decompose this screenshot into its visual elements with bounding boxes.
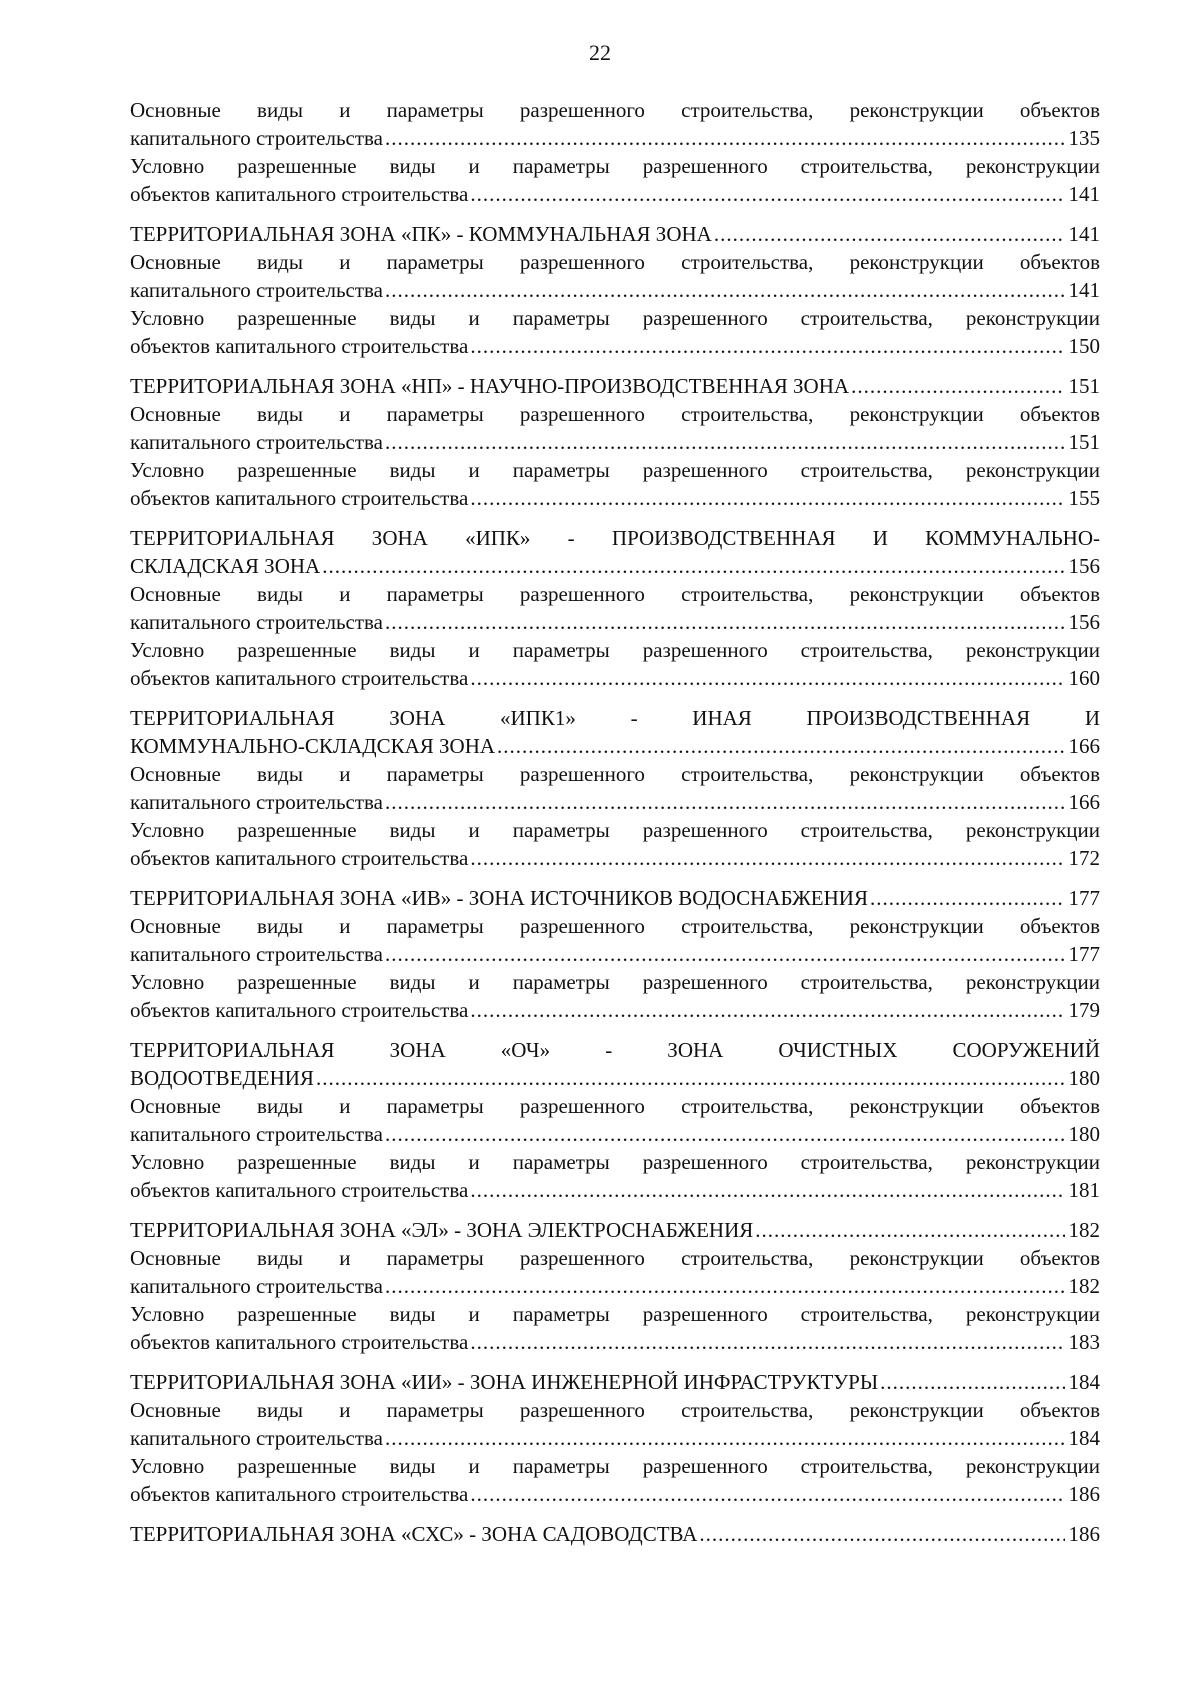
toc-entry-final-line [130, 664, 1100, 692]
toc-entry-title: капитального строительства [130, 278, 383, 302]
toc-page-number: 155 [1068, 486, 1100, 510]
toc-entry-title: ТЕРРИТОРИАЛЬНАЯ ЗОНА «НП» - НАУЧНО-ПРОИЗВОДСТВЕННАЯ ЗОНА [130, 374, 850, 398]
toc-section-heading[interactable] [130, 524, 1100, 580]
toc-entry-line: Условно разрешенные виды и параметры разрешенного строительства, реконструкции [130, 1150, 1100, 1174]
toc-section-heading[interactable] [130, 1036, 1100, 1092]
dot-leader [470, 180, 1064, 208]
toc-entry-final-line [130, 180, 1100, 208]
toc-entry-title: объектов капитального строительства [130, 334, 469, 358]
toc-page-number: 182 [1068, 1274, 1100, 1298]
toc-entry-final-line [130, 332, 1100, 360]
toc-page-number: 166 [1068, 790, 1100, 814]
toc-subsection-entry[interactable] [130, 456, 1100, 512]
toc-entry-line: Основные виды и параметры разрешенного строительства, реконструкции объектов [130, 582, 1100, 606]
toc-entry-title: капитального строительства [130, 790, 383, 814]
toc-page-number: 156 [1068, 610, 1100, 634]
toc-entry-final-line [130, 1480, 1100, 1508]
toc-page-number: 151 [1068, 374, 1100, 398]
toc-entry-final-line [130, 220, 1100, 248]
toc-page-number: 180 [1068, 1066, 1100, 1090]
toc-subsection-entry[interactable] [130, 1148, 1100, 1204]
toc-entry-title: объектов капитального строительства [130, 1482, 469, 1506]
dot-leader [385, 1120, 1065, 1148]
toc-page-number: 151 [1068, 430, 1100, 454]
toc-entry-final-line [130, 1120, 1100, 1148]
toc-entry-title: капитального строительства [130, 126, 383, 150]
toc-entry-final-line [130, 996, 1100, 1024]
toc-entry-line: Условно разрешенные виды и параметры разрешенного строительства, реконструкции [130, 818, 1100, 842]
toc-section-heading[interactable] [130, 1216, 1100, 1244]
dot-leader [385, 788, 1065, 816]
toc-entry-title: капитального строительства [130, 942, 383, 966]
dot-leader [851, 372, 1064, 400]
toc-entry-final-line [130, 844, 1100, 872]
toc-entry-title: СКЛАДСКАЯ ЗОНА [130, 554, 321, 578]
toc-section-heading[interactable] [130, 704, 1100, 760]
toc-subsection-entry[interactable] [130, 912, 1100, 968]
toc-section-heading[interactable] [130, 220, 1100, 248]
toc-entry-final-line [130, 788, 1100, 816]
toc-entry-final-line [130, 1520, 1100, 1548]
toc-section-heading[interactable] [130, 1520, 1100, 1548]
toc-entry-final-line [130, 124, 1100, 152]
toc-page-number: 177 [1068, 886, 1100, 910]
dot-leader [316, 1064, 1065, 1092]
toc-entry-line: ТЕРРИТОРИАЛЬНАЯ ЗОНА «ИПК1» - ИНАЯ ПРОИЗВОДСТВЕННАЯ И [130, 706, 1100, 730]
toc-entry-title: КОММУНАЛЬНО-СКЛАДСКАЯ ЗОНА [130, 734, 496, 758]
toc-entry-title: капитального строительства [130, 610, 383, 634]
toc-entry-line: Условно разрешенные виды и параметры разрешенного строительства, реконструкции [130, 306, 1100, 330]
toc-page-number: 160 [1068, 666, 1100, 690]
toc-page-number: 166 [1068, 734, 1100, 758]
dot-leader [470, 332, 1064, 360]
dot-leader [385, 124, 1065, 152]
dot-leader [385, 940, 1065, 968]
toc-page-number: 182 [1068, 1218, 1100, 1242]
toc-entry-title: ТЕРРИТОРИАЛЬНАЯ ЗОНА «ИИ» - ЗОНА ИНЖЕНЕРНОЙ ИНФРАСТРУКТУРЫ [130, 1370, 879, 1394]
dot-leader [714, 220, 1065, 248]
toc-entry-title: объектов капитального строительства [130, 1330, 469, 1354]
toc-entry-final-line [130, 732, 1100, 760]
toc-subsection-entry[interactable] [130, 96, 1100, 152]
toc-entry-line: Условно разрешенные виды и параметры разрешенного строительства, реконструкции [130, 638, 1100, 662]
toc-page-number: 141 [1068, 182, 1100, 206]
toc-entry-title: объектов капитального строительства [130, 1178, 469, 1202]
dot-leader [497, 732, 1064, 760]
toc-section-heading[interactable] [130, 372, 1100, 400]
toc-entry-final-line [130, 372, 1100, 400]
toc-page-number: 135 [1068, 126, 1100, 150]
toc-page-number: 141 [1068, 222, 1100, 246]
toc-subsection-entry[interactable] [130, 968, 1100, 1024]
toc-entry-title: капитального строительства [130, 1274, 383, 1298]
toc-entry-title: ТЕРРИТОРИАЛЬНАЯ ЗОНА «ИВ» - ЗОНА ИСТОЧНИКОВ ВОДОСНАБЖЕНИЯ [130, 886, 868, 910]
toc-subsection-entry[interactable] [130, 152, 1100, 208]
toc-page-number: 156 [1068, 554, 1100, 578]
toc-page-number: 180 [1068, 1122, 1100, 1146]
toc-entry-line: Условно разрешенные виды и параметры разрешенного строительства, реконструкции [130, 458, 1100, 482]
dot-leader [470, 1176, 1064, 1204]
toc-page-number: 141 [1068, 278, 1100, 302]
toc-entry-final-line [130, 552, 1100, 580]
table-of-contents [130, 96, 1100, 1548]
toc-section-heading[interactable] [130, 1368, 1100, 1396]
toc-entry-title: капитального строительства [130, 1426, 383, 1450]
toc-page-number: 184 [1068, 1370, 1100, 1394]
toc-entry-title: объектов капитального строительства [130, 998, 469, 1022]
toc-entry-final-line [130, 1424, 1100, 1452]
dot-leader [385, 1272, 1065, 1300]
toc-entry-line: Основные виды и параметры разрешенного строительства, реконструкции объектов [130, 1398, 1100, 1422]
toc-subsection-entry[interactable] [130, 1244, 1100, 1300]
toc-page-number: 186 [1068, 1482, 1100, 1506]
dot-leader [385, 608, 1065, 636]
toc-entry-final-line [130, 1368, 1100, 1396]
toc-page-number: 150 [1068, 334, 1100, 358]
toc-entry-final-line [130, 428, 1100, 456]
dot-leader [470, 996, 1064, 1024]
toc-entry-final-line [130, 884, 1100, 912]
toc-entry-final-line [130, 1064, 1100, 1092]
dot-leader [322, 552, 1064, 580]
dot-leader [470, 484, 1064, 512]
toc-entry-line: Основные виды и параметры разрешенного строительства, реконструкции объектов [130, 402, 1100, 426]
toc-page-number: 172 [1068, 846, 1100, 870]
toc-entry-line: ТЕРРИТОРИАЛЬНАЯ ЗОНА «ИПК» - ПРОИЗВОДСТВЕННАЯ И КОММУНАЛЬНО- [130, 526, 1100, 550]
toc-entry-final-line [130, 1272, 1100, 1300]
dot-leader [385, 428, 1065, 456]
toc-entry-line: Условно разрешенные виды и параметры разрешенного строительства, реконструкции [130, 1302, 1100, 1326]
dot-leader [470, 1480, 1064, 1508]
dot-leader [755, 1216, 1064, 1244]
toc-section-heading[interactable] [130, 884, 1100, 912]
dot-leader [880, 1368, 1064, 1396]
toc-entry-title: ТЕРРИТОРИАЛЬНАЯ ЗОНА «ЭЛ» - ЗОНА ЭЛЕКТРОСНАБЖЕНИЯ [130, 1218, 754, 1242]
toc-entry-title: ТЕРРИТОРИАЛЬНАЯ ЗОНА «ПК» - КОММУНАЛЬНАЯ ЗОНА [130, 222, 712, 246]
toc-entry-line: Основные виды и параметры разрешенного строительства, реконструкции объектов [130, 250, 1100, 274]
toc-entry-title: объектов капитального строительства [130, 486, 469, 510]
toc-entry-final-line [130, 940, 1100, 968]
dot-leader [699, 1520, 1064, 1548]
dot-leader [385, 276, 1065, 304]
toc-entry-title: объектов капитального строительства [130, 666, 469, 690]
dot-leader [470, 1328, 1064, 1356]
toc-entry-line: ТЕРРИТОРИАЛЬНАЯ ЗОНА «ОЧ» - ЗОНА ОЧИСТНЫХ СООРУЖЕНИЙ [130, 1038, 1100, 1062]
toc-entry-title: капитального строительства [130, 1122, 383, 1146]
toc-subsection-entry[interactable] [130, 1092, 1100, 1148]
toc-entry-line: Основные виды и параметры разрешенного строительства, реконструкции объектов [130, 1094, 1100, 1118]
toc-entry-line: Основные виды и параметры разрешенного строительства, реконструкции объектов [130, 1246, 1100, 1270]
toc-subsection-entry[interactable] [130, 1396, 1100, 1452]
toc-subsection-entry[interactable] [130, 580, 1100, 636]
toc-entry-title: капитального строительства [130, 430, 383, 454]
toc-page-number: 179 [1068, 998, 1100, 1022]
toc-page-number: 183 [1068, 1330, 1100, 1354]
toc-page-number: 177 [1068, 942, 1100, 966]
toc-entry-final-line [130, 608, 1100, 636]
toc-entry-line: Условно разрешенные виды и параметры разрешенного строительства, реконструкции [130, 154, 1100, 178]
toc-entry-title: объектов капитального строительства [130, 182, 469, 206]
toc-entry-final-line [130, 1328, 1100, 1356]
toc-page-number: 184 [1068, 1426, 1100, 1450]
toc-subsection-entry[interactable] [130, 304, 1100, 360]
toc-entry-line: Условно разрешенные виды и параметры разрешенного строительства, реконструкции [130, 970, 1100, 994]
toc-subsection-entry[interactable] [130, 636, 1100, 692]
toc-entry-final-line [130, 1216, 1100, 1244]
toc-entry-final-line [130, 484, 1100, 512]
dot-leader [870, 884, 1065, 912]
toc-entry-line: Основные виды и параметры разрешенного строительства, реконструкции объектов [130, 98, 1100, 122]
toc-subsection-entry[interactable] [130, 400, 1100, 456]
page-number: 22 [589, 40, 611, 65]
toc-entry-line: Основные виды и параметры разрешенного строительства, реконструкции объектов [130, 914, 1100, 938]
toc-subsection-entry[interactable] [130, 1452, 1100, 1508]
toc-page-number: 181 [1068, 1178, 1100, 1202]
toc-subsection-entry[interactable] [130, 248, 1100, 304]
toc-entry-title: ТЕРРИТОРИАЛЬНАЯ ЗОНА «СХС» - ЗОНА САДОВОДСТВА [130, 1522, 698, 1546]
toc-entry-title: объектов капитального строительства [130, 846, 469, 870]
toc-entry-final-line [130, 276, 1100, 304]
dot-leader [470, 664, 1064, 692]
toc-entry-line: Условно разрешенные виды и параметры разрешенного строительства, реконструкции [130, 1454, 1100, 1478]
toc-page-number: 186 [1068, 1522, 1100, 1546]
toc-subsection-entry[interactable] [130, 1300, 1100, 1356]
toc-entry-final-line [130, 1176, 1100, 1204]
toc-subsection-entry[interactable] [130, 760, 1100, 816]
dot-leader [385, 1424, 1065, 1452]
toc-subsection-entry[interactable] [130, 816, 1100, 872]
dot-leader [470, 844, 1064, 872]
toc-entry-title: ВОДООТВЕДЕНИЯ [130, 1066, 314, 1090]
toc-entry-line: Основные виды и параметры разрешенного строительства, реконструкции объектов [130, 762, 1100, 786]
